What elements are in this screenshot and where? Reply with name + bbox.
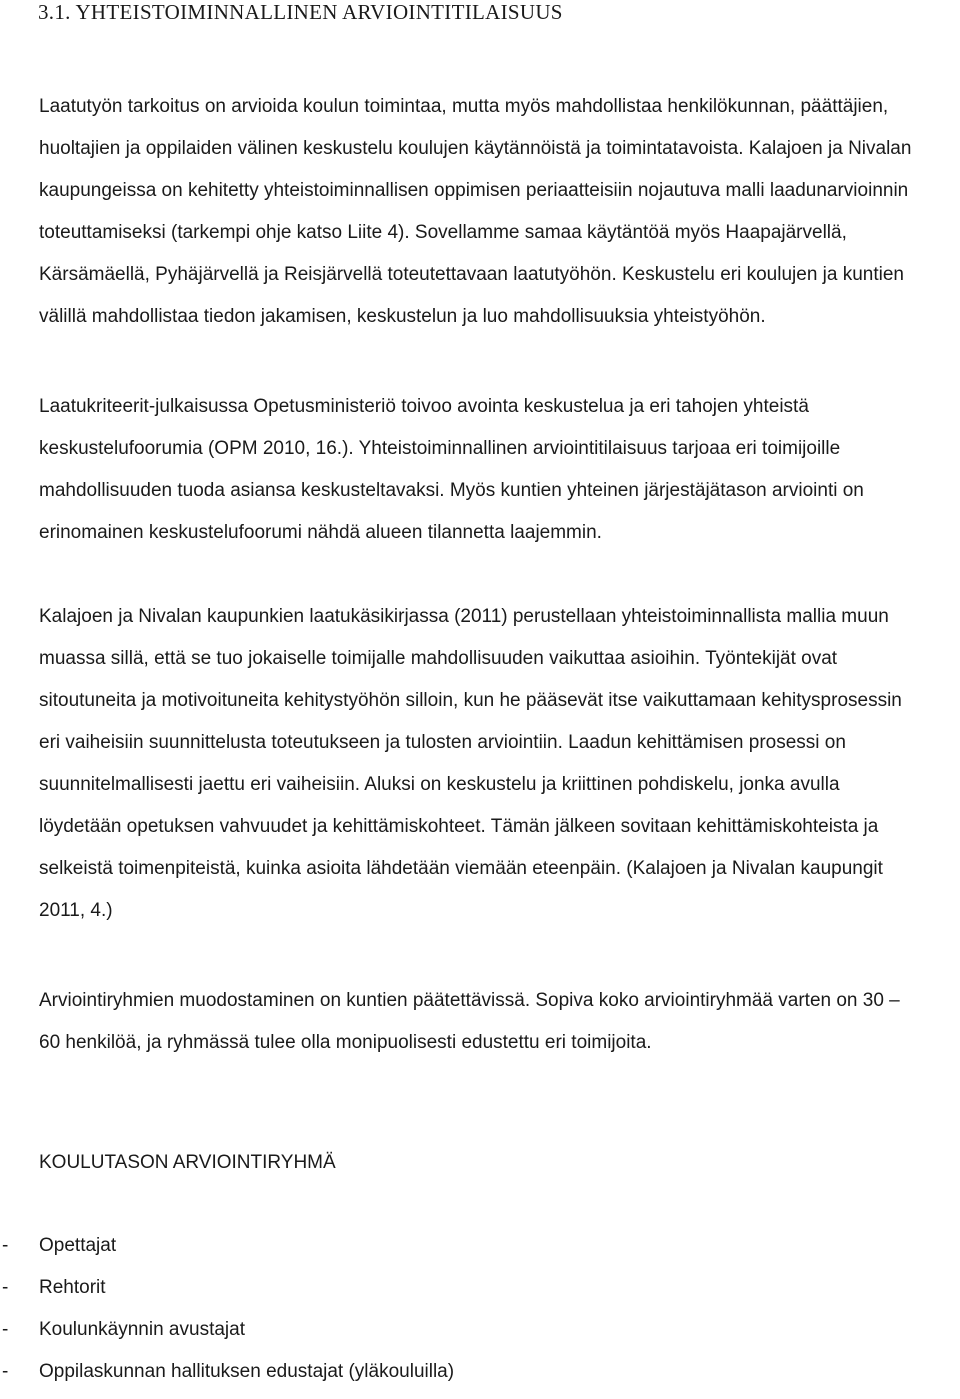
paragraph-line: eri vaiheisiin suunnittelusta toteutukseen ja tulosten arviointiin. Laadun kehittämisen prosessi on xyxy=(39,732,846,753)
paragraph-line: keskustelufoorumia (OPM 2010, 16.). Yhteistoiminnallinen arviointitilaisuus tarjoaa eri toimijoille xyxy=(39,438,841,459)
paragraph-2 xyxy=(39,386,959,554)
list-dash: - xyxy=(2,1235,9,1256)
paragraph-line: Arviointiryhmien muodostaminen on kuntien päätettävissä. Sopiva koko arviointiryhmää varten on 30 – xyxy=(39,990,900,1011)
paragraph-line: löydetään opetuksen vahvuudet ja kehittämiskohteet. Tämän jälkeen sovitaan kehittämiskohteista ja xyxy=(39,816,879,837)
list-dash: - xyxy=(2,1277,9,1298)
paragraph-line: Laatukriteerit-julkaisussa Opetusministeriö toivoo avointa keskustelua ja eri tahojen yhteistä xyxy=(39,396,809,417)
paragraph-line: sitoutuneita ja motivoituneita kehitystyöhön silloin, kun he pääsevät itse vaikuttamaan kehitysprosessin xyxy=(39,690,902,711)
paragraph-line: Laatutyön tarkoitus on arvioida koulun toimintaa, mutta myös mahdollistaa henkilökunnan, päättäjien, xyxy=(39,96,889,117)
list-dash: - xyxy=(2,1361,9,1382)
paragraph-line: suunnitelmallisesti jaettu eri vaiheisiin. Aluksi on keskustelu ja kriittinen pohdiskelu, jonka avulla xyxy=(39,774,840,795)
paragraph-line: välillä mahdollistaa tiedon jakamisen, keskustelun ja luo mahdollisuuksia yhteistyöhön. xyxy=(39,306,766,327)
list-item-text: Rehtorit xyxy=(39,1277,106,1298)
paragraph-line: 60 henkilöä, ja ryhmässä tulee olla monipuolisesti edustettu eri toimijoita. xyxy=(39,1032,652,1053)
paragraph-line: muassa sillä, että se tuo jokaiselle toimijalle mahdollisuuden vaikuttaa asioihin. Työntekijät ovat xyxy=(39,648,838,669)
paragraph-line: Kärsämäellä, Pyhäjärvellä ja Reisjärvellä toteutettavaan laatutyöhön. Keskustelu eri koulujen ja kuntien xyxy=(39,264,905,285)
paragraph-line: toteuttamiseksi (tarkempi ohje katso Liite 4). Sovellamme samaa käytäntöä myös Haapajärvellä, xyxy=(39,222,847,243)
paragraph-line: huoltajien ja oppilaiden välinen keskustelu koulujen käytännöistä ja toimintatavoista. Kalajoen ja Nivalan xyxy=(39,138,912,159)
paragraph-line: kaupungeissa on kehitetty yhteistoiminnallisen oppimisen periaatteisiin nojautuva malli laadunarvioinnin xyxy=(39,180,909,201)
list-item-text: Koulunkäynnin avustajat xyxy=(39,1319,245,1340)
paragraph-line: selkeistä toimenpiteistä, kuinka asioita lähdetään viemään eteenpäin. (Kalajoen ja Nivalan kaupungit xyxy=(39,858,883,879)
paragraph-line: Kalajoen ja Nivalan kaupunkien laatukäsikirjassa (2011) perustellaan yhteistoiminnallista mallia muun xyxy=(39,606,889,627)
paragraph-line: 2011, 4.) xyxy=(39,900,113,921)
paragraph-3 xyxy=(39,596,959,932)
list-item-text: Opettajat xyxy=(39,1235,117,1256)
section-heading: 3.1. YHTEISTOIMINNALLINEN ARVIOINTITILAISUUS xyxy=(38,0,563,24)
list-item-text: Oppilaskunnan hallituksen edustajat (yläkouluilla) xyxy=(39,1361,455,1382)
paragraph-line: erinomainen keskustelufoorumi nähdä alueen tilannetta laajemmin. xyxy=(39,522,602,543)
paragraph-4 xyxy=(39,980,959,1064)
paragraph-line: mahdollisuuden tuoda asiansa keskusteltavaksi. Myös kuntien yhteinen järjestäjätason arviointi on xyxy=(39,480,864,501)
list-dash: - xyxy=(2,1319,9,1340)
paragraph-1 xyxy=(39,86,959,338)
subheading: KOULUTASON ARVIOINTIRYHMÄ xyxy=(39,1152,336,1173)
